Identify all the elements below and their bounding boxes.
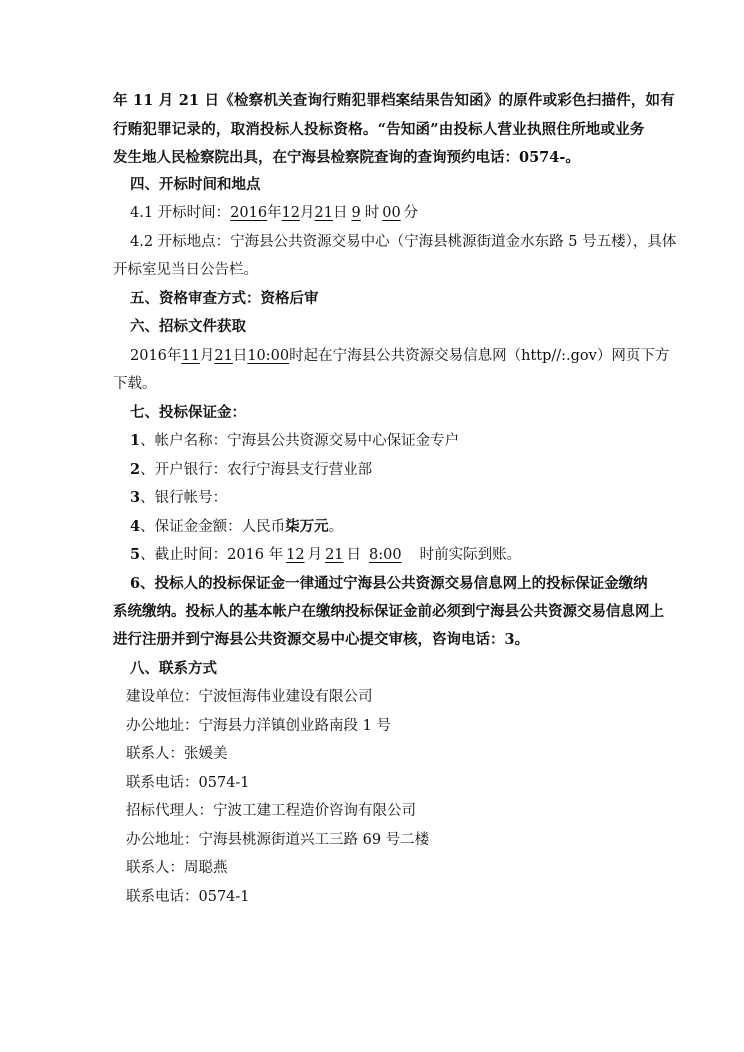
owner-contact: 联系人：张媛美 bbox=[126, 746, 228, 762]
deposit-item-6-line-1: 6、投标人的投标保证金一律通过宁海县公共资源交易信息网上的投标保证金缴纳 bbox=[130, 575, 648, 592]
item-end: 时前实际到账。 bbox=[419, 547, 522, 563]
deposit-item-3 bbox=[130, 488, 227, 508]
unit-month: 月 bbox=[307, 547, 323, 563]
deadline-day: 21 bbox=[325, 547, 344, 563]
owner-name: 建设单位：宁波恒海伟业建设有限公司 bbox=[126, 689, 373, 705]
download-month: 11 bbox=[181, 348, 200, 364]
download-text: 时起在宁海县公共资源交易信息网（http//:.gov）网页下方 bbox=[289, 348, 670, 364]
deposit-item-1 bbox=[130, 431, 459, 451]
unit-day: 日 bbox=[332, 205, 348, 221]
opening-minute: 00 bbox=[382, 205, 401, 221]
doc-download-line-2: 下载。 bbox=[113, 376, 157, 392]
owner-phone: 联系电话：0574-1 bbox=[126, 775, 250, 791]
item-end: 。 bbox=[328, 519, 344, 535]
unit-day: 日 bbox=[346, 547, 362, 563]
item-text: 、开户银行：农行宁海县支行营业部 bbox=[140, 462, 373, 478]
item-number: 1 bbox=[130, 432, 141, 449]
item-number: 3 bbox=[130, 489, 141, 506]
item-number: 5 bbox=[130, 546, 141, 563]
agent-contact: 联系人：周聪燕 bbox=[126, 860, 228, 876]
opening-time-line bbox=[130, 203, 418, 223]
opening-hour: 9 bbox=[351, 205, 361, 221]
opening-year: 2016 bbox=[230, 205, 268, 221]
item-text: 、银行帐号： bbox=[140, 490, 228, 506]
deposit-item-4 bbox=[130, 517, 343, 537]
deposit-amount: 柒万元 bbox=[285, 518, 329, 535]
deposit-item-6-line-3: 进行注册并到宁海县公共资源交易中心提交审核，咨询电话：3。 bbox=[113, 631, 530, 648]
unit-month: 月 bbox=[300, 205, 315, 221]
notice-line-3: 发生地人民检察院出具，在宁海县检察院查询的查询预约电话：0574-。 bbox=[113, 149, 580, 166]
deposit-item-6-line-2: 系统缴纳。投标人的基本帐户在缴纳投标保证金前必须到宁海县公共资源交易信息网上 bbox=[113, 603, 664, 620]
section-8-heading: 八、联系方式 bbox=[130, 660, 217, 677]
opening-day: 21 bbox=[314, 205, 333, 221]
item-number: 4 bbox=[130, 518, 141, 535]
unit-year: 年 bbox=[267, 205, 282, 221]
item-text: 、帐户名称：宁海县公共资源交易中心保证金专户 bbox=[140, 433, 460, 449]
unit-month: 月 bbox=[199, 348, 215, 364]
section-5-heading: 五、资格审查方式：资格后审 bbox=[130, 290, 319, 307]
item-text: 、保证金金额：人民币 bbox=[140, 519, 286, 535]
opening-time-label: 4.1 开标时间： bbox=[130, 205, 231, 221]
download-time: 10:00 bbox=[247, 348, 290, 364]
unit-year: 年 bbox=[166, 348, 182, 364]
unit-hour: 时 bbox=[364, 205, 380, 221]
unit-minute: 分 bbox=[403, 205, 419, 221]
deposit-item-5 bbox=[130, 545, 521, 565]
section-6-heading: 六、招标文件获取 bbox=[130, 318, 246, 335]
agent-phone: 联系电话：0574-1 bbox=[126, 889, 250, 905]
section-7-heading: 七、投标保证金： bbox=[130, 404, 246, 421]
opening-place-line-2: 开标室见当日公告栏。 bbox=[113, 262, 258, 278]
opening-place-line-1: 4.2 开标地点：宁海县公共资源交易中心（宁海县桃源街道金水东路 5 号五楼），具体 bbox=[130, 234, 677, 250]
deadline-month: 12 bbox=[286, 547, 305, 563]
item-text: 、截止时间：2016 年 bbox=[140, 547, 284, 563]
download-day: 21 bbox=[214, 348, 233, 364]
unit-day: 日 bbox=[232, 348, 248, 364]
deadline-time: 8:00 bbox=[369, 547, 402, 563]
deposit-item-2 bbox=[130, 460, 372, 480]
doc-download-line-1 bbox=[130, 346, 669, 366]
download-year: 2016 bbox=[130, 348, 167, 364]
owner-address: 办公地址：宁海县力洋镇创业路南段 1 号 bbox=[126, 718, 391, 734]
notice-line-2: 行贿犯罪记录的，取消投标人投标资格。“告知函”由投标人营业执照住所地或业务 bbox=[113, 121, 645, 138]
section-4-heading: 四、开标时间和地点 bbox=[130, 176, 261, 193]
agent-name: 招标代理人：宁波工建工程造价咨询有限公司 bbox=[126, 803, 416, 819]
opening-month: 12 bbox=[281, 205, 301, 221]
item-number: 2 bbox=[130, 461, 141, 478]
notice-line-1: 年 11 月 21 日《检察机关查询行贿犯罪档案结果告知函》的原件或彩色扫描件，如有 bbox=[113, 92, 675, 109]
agent-address: 办公地址：宁海县桃源街道兴工三路 69 号二楼 bbox=[126, 832, 430, 848]
